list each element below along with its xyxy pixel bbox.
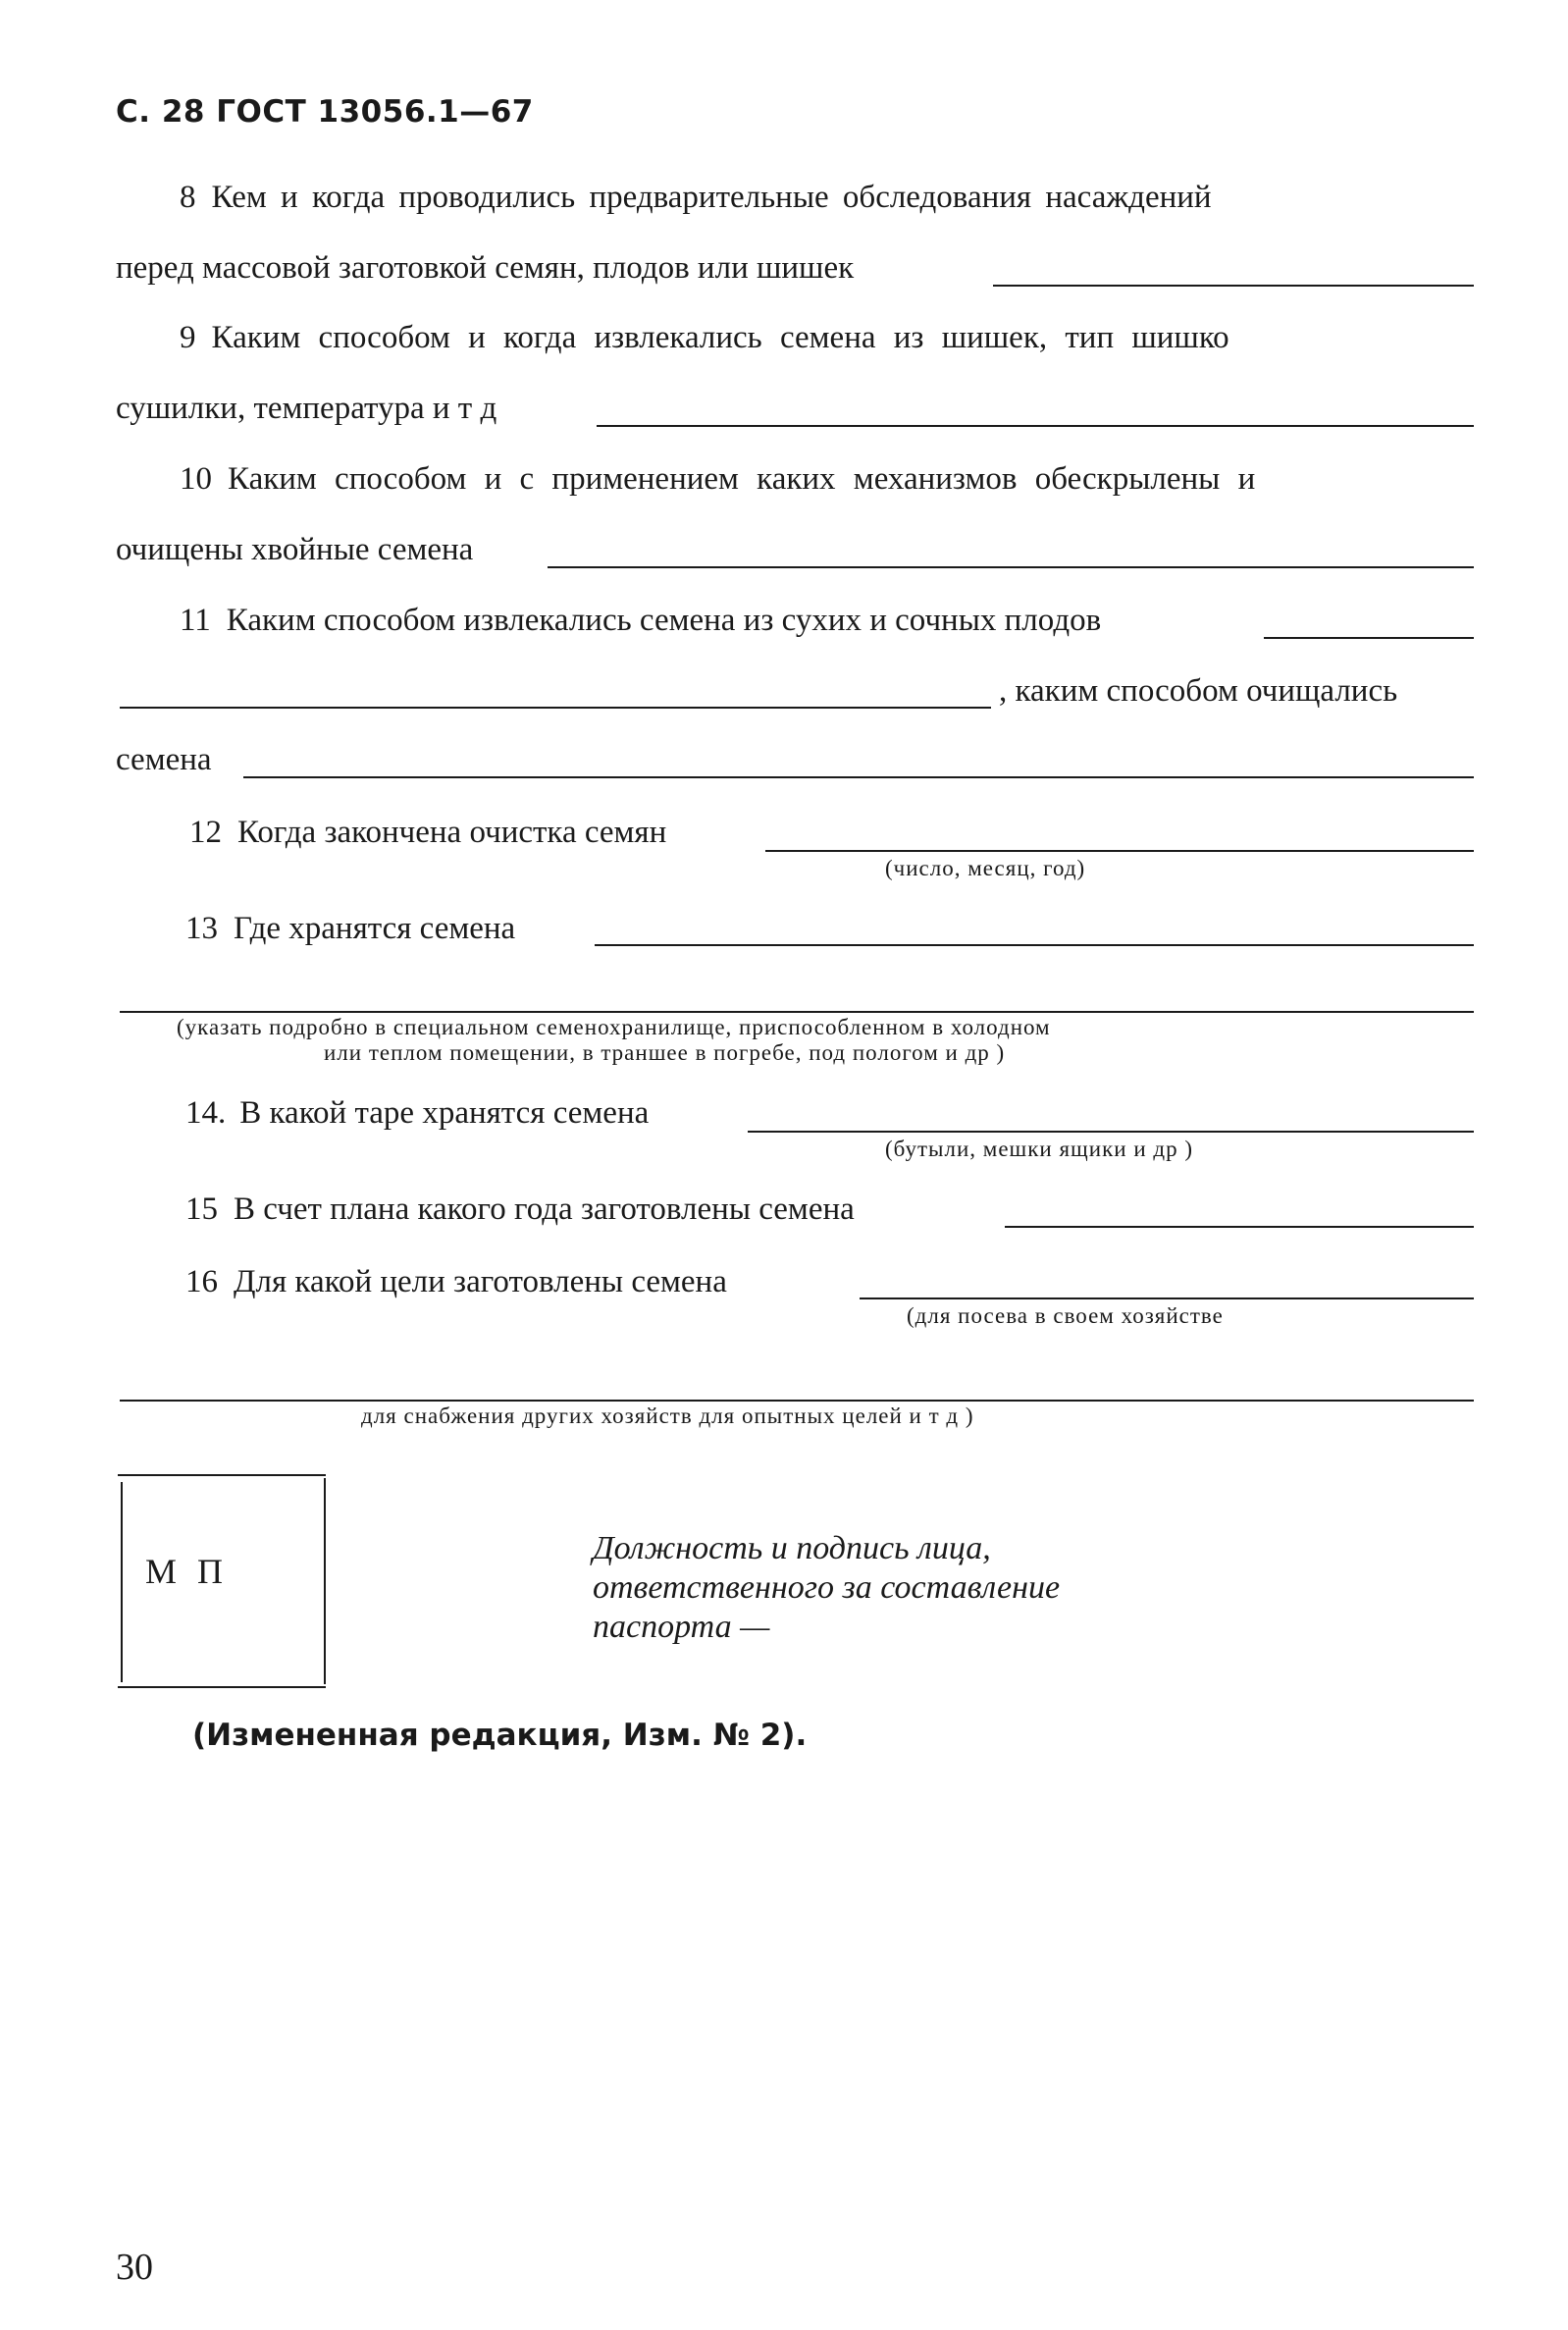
item-10-number: 10 xyxy=(180,461,212,497)
item-15-number: 15 xyxy=(185,1191,218,1227)
item-16-caption-line-2: для снабжения других хозяйств для опытных целей и т д ) xyxy=(361,1403,974,1428)
item-12-answer-line[interactable] xyxy=(765,850,1474,852)
stamp-box xyxy=(118,1474,326,1688)
item-13-answer-line-1[interactable] xyxy=(595,944,1474,946)
item-14-caption: (бутыли, мешки ящики и др ) xyxy=(885,1137,1193,1161)
item-8-text: Кем и когда проводились предварительные обследования насаждений xyxy=(211,180,1212,215)
item-10-text: Каким способом и с применением каких механизмов обескрылены и xyxy=(228,461,1256,497)
item-13-caption-line-1: (указать подробно в специальном семенохранилище, приспособленном в холодном xyxy=(177,1015,1051,1039)
item-11-continuation: семена xyxy=(116,742,212,777)
item-11-first-line xyxy=(180,603,1101,639)
item-13-line xyxy=(185,911,515,947)
signature-label xyxy=(593,1529,1060,1647)
item-14-number: 14. xyxy=(185,1095,227,1131)
item-16-answer-line-1[interactable] xyxy=(860,1297,1474,1299)
item-13-text: Где хранятся семена xyxy=(234,911,516,946)
item-9-number: 9 xyxy=(180,320,196,355)
item-12-line xyxy=(189,815,666,851)
item-13-answer-line-2[interactable] xyxy=(120,1011,1474,1013)
item-8-first-line xyxy=(180,180,1475,216)
page-header: С. 28 ГОСТ 13056.1—67 xyxy=(116,94,534,130)
item-13-number: 13 xyxy=(185,911,218,946)
item-11-answer-line-2[interactable] xyxy=(120,707,991,709)
item-16-number: 16 xyxy=(185,1264,218,1299)
item-14-answer-line[interactable] xyxy=(748,1131,1474,1133)
item-11-text: Каким способом извлекались семена из сухих и сочных плодов xyxy=(226,603,1102,638)
item-13-caption-line-2: или теплом помещении, в траншее в погребе, под пологом и др ) xyxy=(324,1040,1006,1065)
signature-label-line-2: ответственного за составление xyxy=(593,1569,1061,1606)
item-14-line xyxy=(185,1095,649,1132)
stamp-border-right xyxy=(324,1478,326,1684)
item-11-answer-line-1[interactable] xyxy=(1264,637,1474,639)
item-9-continuation: сушилки, температура и т д xyxy=(116,391,497,426)
item-10-answer-line[interactable] xyxy=(548,566,1474,568)
item-16-line xyxy=(185,1264,727,1300)
item-16-answer-line-2[interactable] xyxy=(120,1400,1474,1402)
revision-note: (Измененная редакция, Изм. № 2). xyxy=(192,1718,808,1753)
stamp-border-left xyxy=(121,1482,123,1682)
item-16-text: Для какой цели заготовлены семена xyxy=(234,1264,727,1299)
item-12-text: Когда закончена очистка семян xyxy=(237,815,667,850)
item-9-answer-line[interactable] xyxy=(597,425,1474,427)
item-15-text: В счет плана какого года заготовлены семена xyxy=(234,1191,855,1227)
item-11-answer-line-3[interactable] xyxy=(243,776,1474,778)
item-8-answer-line[interactable] xyxy=(993,285,1474,287)
item-9-first-line xyxy=(180,320,1475,356)
item-11-middle-text: , каким способом очищались xyxy=(999,673,1398,709)
item-15-answer-line[interactable] xyxy=(1005,1226,1474,1228)
item-14-text: В какой таре хранятся семена xyxy=(239,1095,650,1131)
item-8-continuation: перед массовой заготовкой семян, плодов или шишек xyxy=(116,250,855,286)
item-12-caption: (число, месяц, год) xyxy=(885,856,1086,880)
stamp-label: М П xyxy=(145,1552,230,1591)
signature-label-line-1: Должность и подпись лица, xyxy=(593,1530,991,1566)
item-9-text: Каким способом и когда извлекались семена из шишек, тип шишко xyxy=(211,320,1229,355)
page-number: 30 xyxy=(116,2247,153,2288)
item-15-line xyxy=(185,1191,855,1228)
signature-label-line-3: паспорта — xyxy=(593,1609,770,1645)
item-11-number: 11 xyxy=(180,603,211,638)
stamp-border-top xyxy=(118,1474,326,1476)
item-8-number: 8 xyxy=(180,180,196,215)
item-16-caption-line-1: (для посева в своем хозяйстве xyxy=(907,1303,1224,1328)
item-10-continuation: очищены хвойные семена xyxy=(116,532,474,567)
item-10-first-line xyxy=(180,461,1475,498)
item-12-number: 12 xyxy=(189,815,222,850)
stamp-border-bottom xyxy=(118,1686,326,1688)
